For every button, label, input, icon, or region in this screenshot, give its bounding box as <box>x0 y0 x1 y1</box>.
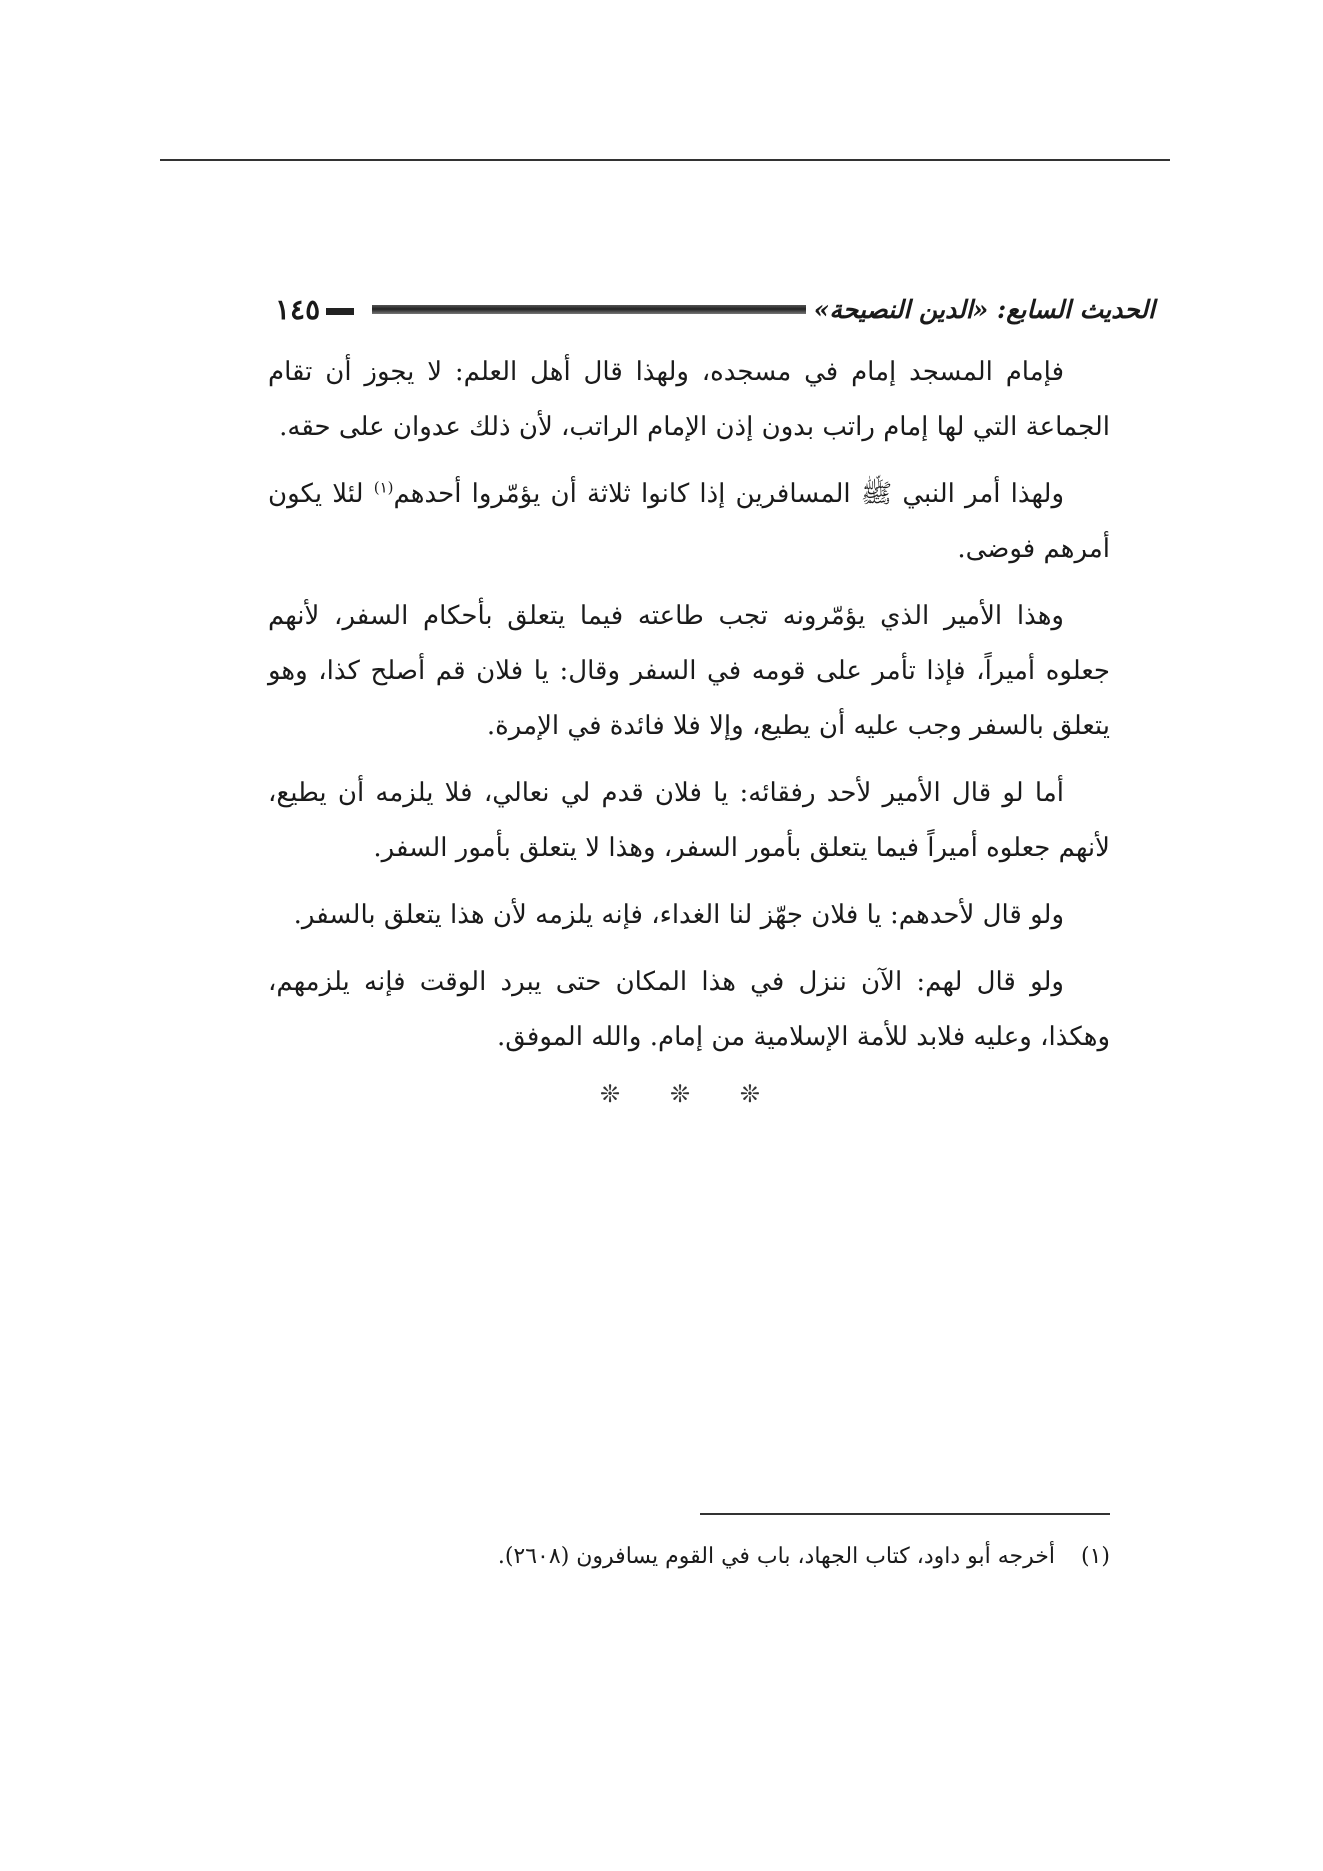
paragraph-4: أما لو قال الأمير لأحد رفقائه: يا فلان قدم لي نعالي، فلا يلزمه أن يطيع، لأنهم جعلوه أميراً فيما يتعلق بأمور السفر، وهذا لا يتعلق بأمور السفر. <box>268 778 1110 863</box>
ornament-star-icon: ❊ <box>600 1080 621 1108</box>
ornament-star-icon: ❊ <box>669 1080 691 1108</box>
top-rule <box>160 159 1170 161</box>
running-head <box>275 286 1155 332</box>
paragraph-6: ولو قال لهم: الآن ننزل في هذا المكان حتى يبرد الوقت فإنه يلزمهم، وهكذا، وعليه فلابد للأمة الإسلامية من إمام. والله الموفق. <box>268 967 1110 1052</box>
footnote-rule <box>700 1513 1110 1515</box>
paragraph-2-start: ولهذا أمر النبي ﷺ المسافرين إذا كانوا ثلاثة أن يؤمّروا أحدهم <box>393 479 1065 509</box>
body-text <box>268 345 1110 1077</box>
paragraph-1: فإمام المسجد إمام في مسجده، ولهذا قال أهل العلم: لا يجوز أن تقام الجماعة التي لها إمام راتب بدون إذن الإمام الراتب، لأن ذلك عدوان على حقه. <box>268 357 1110 442</box>
paragraph-3: وهذا الأمير الذي يؤمّرونه تجب طاعته فيما يتعلق بأحكام السفر، لأنهم جعلوه أميراً، فإذا تأمر على قومه في السفر وقال: يا فلان قم أصلح كذا، وهو يتعلق بالسفر وجب عليه أن يطيع، وإلا فلا فائدة في الإمرة. <box>268 601 1110 741</box>
footnote-text: أخرجه أبو داود، كتاب الجهاد، باب في القوم يسافرون (٢٦٠٨). <box>497 1544 1055 1569</box>
page-number-text: ١٤٥ <box>275 292 321 326</box>
footnote-reference[interactable]: (١) <box>373 478 394 497</box>
paragraph-2-end: لئلا يكون أمرهم فوضى. <box>268 479 1110 564</box>
paragraph-5: ولو قال لأحدهم: يا فلان جهّز لنا الغداء، فإنه يلزمه لأن هذا يتعلق بالسفر. <box>293 900 1064 930</box>
ornament-star-icon: ❊ <box>739 1080 760 1108</box>
footnote <box>400 1540 1110 1574</box>
page-number <box>275 293 354 326</box>
header-bar <box>372 305 806 314</box>
chapter-title: الحديث السابع: «الدين النصيحة» <box>813 294 1155 324</box>
footnote-number: (١) <box>1080 1544 1110 1569</box>
section-ornament <box>600 1080 760 1108</box>
page-number-bar <box>326 308 354 315</box>
paragraph-2 <box>268 467 1110 577</box>
